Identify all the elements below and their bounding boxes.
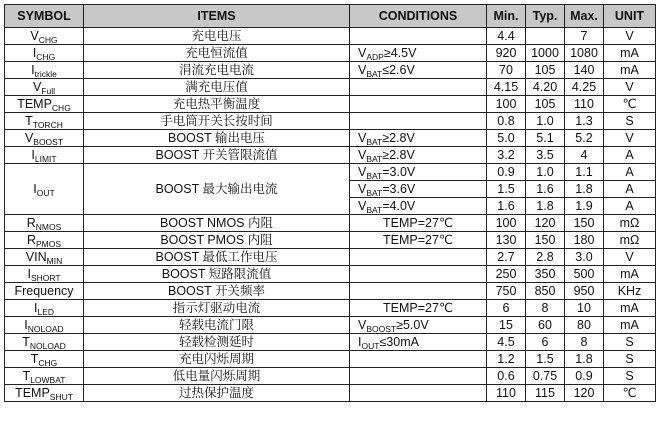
typ-cell: 8 [526,300,565,317]
min-cell: 750 [487,283,526,300]
symbol-main: I [31,148,35,162]
condition-cell [350,147,487,164]
typ-cell: 5.1 [526,130,565,147]
unit-cell: V [604,249,656,266]
symbol-cell [5,232,84,249]
min-cell: 15 [487,317,526,334]
typ-cell: 60 [526,317,565,334]
unit-cell: S [604,351,656,368]
item-cell: 过热保护温度 [84,385,350,402]
symbol-main: V [30,29,39,43]
condition-cell [350,198,487,215]
typ-cell: 1.6 [526,181,565,198]
item-cell: 充电热平衡温度 [84,96,350,113]
max-cell: 140 [565,62,604,79]
item-cell: 指示灯驱动电流 [84,300,350,317]
condition-cell [350,113,487,130]
condition-subscript: BAT [366,69,383,79]
min-cell: 2.7 [487,249,526,266]
unit-cell: mA [604,300,656,317]
max-cell: 5.2 [565,130,604,147]
table-row [5,215,656,232]
table-row [5,334,656,351]
typ-cell: 3.5 [526,147,565,164]
condition-subscript: BOOST [366,324,397,334]
min-cell: 5.0 [487,130,526,147]
max-cell: 4 [565,147,604,164]
symbol-cell [5,368,84,385]
table-row [5,385,656,402]
symbol-subscript: LED [37,307,55,317]
min-cell: 70 [487,62,526,79]
item-cell: BOOST 开关管限流值 [84,147,350,164]
symbol-cell [5,45,84,62]
table-row [5,96,656,113]
unit-cell: mA [604,62,656,79]
min-cell: 1.6 [487,198,526,215]
symbol-main: TEMP [15,386,50,400]
condition-main: TEMP=27℃ [383,216,453,230]
symbol-main: R [26,216,36,230]
condition-cell [350,249,487,266]
min-cell: 0.6 [487,368,526,385]
condition-cell [350,351,487,368]
unit-cell: ℃ [604,96,656,113]
table-row [5,62,656,79]
header-unit: UNIT [604,5,656,28]
max-cell: 120 [565,385,604,402]
condition-cell [350,232,487,249]
min-cell: 4.5 [487,334,526,351]
max-cell: 80 [565,317,604,334]
min-cell: 6 [487,300,526,317]
symbol-subscript: BOOST [33,137,64,147]
symbol-subscript: OUT [36,188,55,198]
symbol-subscript: NMOS [35,222,62,232]
condition-tail: ≥4.5V [383,46,417,60]
condition-subscript: BAT [366,171,383,181]
symbol-subscript: Full [41,86,56,96]
typ-cell: 2.8 [526,249,565,266]
min-cell: 0.9 [487,164,526,181]
symbol-subscript: CHG [38,35,58,45]
symbol-main: T [30,352,39,366]
item-cell: 轻载检测延时 [84,334,350,351]
symbol-main: T [25,114,33,128]
condition-cell [350,96,487,113]
symbol-cell [5,113,84,130]
symbol-subscript: LIMIT [34,154,57,164]
typ-cell: 1.0 [526,113,565,130]
header-row [5,5,656,28]
item-cell: 低电量闪烁周期 [84,368,350,385]
table-row [5,283,656,300]
symbol-cell [5,147,84,164]
symbol-subscript: CHG [36,52,56,62]
header-symbol: SYMBOL [5,5,84,28]
condition-main: V [358,46,367,60]
table-row [5,317,656,334]
condition-cell [350,368,487,385]
max-cell: 1.8 [565,351,604,368]
table-row [5,232,656,249]
symbol-main: Frequency [14,284,74,298]
unit-cell: mA [604,317,656,334]
unit-cell: S [604,113,656,130]
min-cell: 4.4 [487,28,526,45]
condition-cell [350,385,487,402]
condition-tail: ≤2.6V [382,63,415,77]
symbol-subscript: LOWBAT [30,375,66,385]
condition-cell [350,215,487,232]
symbol-cell [5,28,84,45]
condition-cell [350,62,487,79]
item-cell: BOOST 最低工作电压 [84,249,350,266]
table-body [5,28,656,402]
max-cell: 110 [565,96,604,113]
header-conditions: CONDITIONS [350,5,487,28]
condition-cell [350,283,487,300]
header-max: Max. [565,5,604,28]
symbol-cell [5,300,84,317]
table-row [5,266,656,283]
symbol-main: I [33,182,37,196]
max-cell: 1080 [565,45,604,62]
condition-cell [350,300,487,317]
typ-cell: 150 [526,232,565,249]
symbol-main: T [22,369,31,383]
condition-main: V [358,182,367,196]
header-typ: Typ. [526,5,565,28]
min-cell: 0.8 [487,113,526,130]
condition-tail: ≥2.8V [382,148,415,162]
typ-cell: 350 [526,266,565,283]
condition-cell [350,79,487,96]
typ-cell: 850 [526,283,565,300]
item-cell: BOOST 开关频率 [84,283,350,300]
symbol-main: TEMP [17,97,52,111]
unit-cell: S [604,334,656,351]
symbol-subscript: PMOS [36,239,62,249]
max-cell: 500 [565,266,604,283]
max-cell: 7 [565,28,604,45]
typ-cell: 105 [526,96,565,113]
unit-cell: mA [604,45,656,62]
typ-cell: 1000 [526,45,565,62]
typ-cell: 115 [526,385,565,402]
symbol-cell [5,215,84,232]
typ-cell: 0.75 [526,368,565,385]
item-cell: BOOST PMOS 内阻 [84,232,350,249]
symbol-subscript: SHUT [49,392,73,402]
min-cell: 250 [487,266,526,283]
symbol-main: VIN [25,250,47,264]
symbol-subscript: CHG [38,358,58,368]
symbol-main: V [24,131,34,145]
min-cell: 100 [487,96,526,113]
symbol-main: R [26,233,36,247]
symbol-main: I [31,63,35,77]
table-row [5,147,656,164]
unit-cell: mA [604,266,656,283]
condition-subscript: BAT [366,205,383,215]
symbol-subscript: trickle [34,69,57,79]
condition-main: V [358,63,367,77]
min-cell: 920 [487,45,526,62]
unit-cell: mΩ [604,232,656,249]
typ-cell: 6 [526,334,565,351]
symbol-cell [5,130,84,147]
table-row [5,351,656,368]
unit-cell: S [604,368,656,385]
condition-cell [350,130,487,147]
unit-cell: ℃ [604,385,656,402]
min-cell: 1.2 [487,351,526,368]
table-row [5,368,656,385]
typ-cell: 105 [526,62,565,79]
item-cell: 涓流充电电流 [84,62,350,79]
max-cell: 1.1 [565,164,604,181]
unit-cell: KHz [604,283,656,300]
table-row [5,79,656,96]
max-cell: 180 [565,232,604,249]
symbol-cell [5,62,84,79]
unit-cell: V [604,79,656,96]
typ-cell: 120 [526,215,565,232]
unit-cell: A [604,147,656,164]
max-cell: 3.0 [565,249,604,266]
item-cell: 轻载电流门限 [84,317,350,334]
table-row [5,45,656,62]
item-cell: BOOST 短路限流值 [84,266,350,283]
symbol-subscript: CHG [51,103,71,113]
max-cell: 950 [565,283,604,300]
condition-main: TEMP=27℃ [383,233,453,247]
symbol-main: I [24,318,28,332]
symbol-main: I [33,301,38,315]
symbol-cell [5,283,84,300]
item-cell: BOOST 最大输出电流 [84,164,350,215]
max-cell: 1.3 [565,113,604,130]
table-row [5,113,656,130]
symbol-cell [5,249,84,266]
condition-tail: =4.0V [382,199,416,213]
condition-subscript: BAT [366,188,383,198]
symbol-cell [5,164,84,215]
unit-cell: V [604,28,656,45]
electrical-characteristics-table [4,4,656,402]
symbol-subscript: SHORT [30,273,61,283]
symbol-main: T [22,335,30,349]
condition-cell [350,45,487,62]
item-cell: 充电闪烁周期 [84,351,350,368]
max-cell: 4.25 [565,79,604,96]
min-cell: 1.5 [487,181,526,198]
item-cell: BOOST NMOS 内阻 [84,215,350,232]
max-cell: 150 [565,215,604,232]
condition-main: V [358,131,367,145]
condition-subscript: OUT [361,341,380,351]
symbol-subscript: NOLOAD [27,324,64,334]
symbol-main: V [32,80,42,94]
table-row [5,164,656,181]
header-min: Min. [487,5,526,28]
max-cell: 1.8 [565,181,604,198]
table-row [5,28,656,45]
condition-subscript: BAT [366,154,383,164]
symbol-cell [5,266,84,283]
max-cell: 10 [565,300,604,317]
condition-cell [350,334,487,351]
item-cell: 充电电压 [84,28,350,45]
condition-main: TEMP=27℃ [383,301,453,315]
condition-tail: ≤30mA [379,335,419,349]
unit-cell: A [604,164,656,181]
condition-cell [350,317,487,334]
item-cell: BOOST 输出电压 [84,130,350,147]
condition-main: V [358,199,367,213]
symbol-cell [5,96,84,113]
min-cell: 3.2 [487,147,526,164]
condition-tail: =3.6V [382,182,416,196]
unit-cell: V [604,130,656,147]
typ-cell [526,28,565,45]
min-cell: 110 [487,385,526,402]
symbol-subscript: MIN [46,256,63,266]
symbol-main: I [27,267,31,281]
unit-cell: mΩ [604,215,656,232]
min-cell: 100 [487,215,526,232]
symbol-cell [5,79,84,96]
condition-cell [350,28,487,45]
condition-cell [350,181,487,198]
min-cell: 4.15 [487,79,526,96]
condition-cell [350,164,487,181]
symbol-cell [5,351,84,368]
condition-tail: ≥2.8V [382,131,415,145]
symbol-main: I [32,46,37,60]
typ-cell: 1.5 [526,351,565,368]
header-items: ITEMS [84,5,350,28]
condition-main: V [358,148,367,162]
item-cell: 满充电压值 [84,79,350,96]
symbol-subscript: NOLOAD [29,341,66,351]
table-row [5,130,656,147]
item-cell: 充电恒流值 [84,45,350,62]
max-cell: 8 [565,334,604,351]
symbol-cell [5,317,84,334]
typ-cell: 1.0 [526,164,565,181]
condition-main: V [358,165,367,179]
condition-subscript: ADP [366,52,384,62]
min-cell: 130 [487,232,526,249]
max-cell: 1.9 [565,198,604,215]
condition-tail: ≥5.0V [396,318,429,332]
condition-main: I [358,335,362,349]
condition-tail: =3.0V [382,165,416,179]
symbol-subscript: TORCH [32,120,63,130]
condition-main: V [358,318,367,332]
max-cell: 0.9 [565,368,604,385]
typ-cell: 1.8 [526,198,565,215]
symbol-cell [5,385,84,402]
symbol-cell [5,334,84,351]
unit-cell: A [604,198,656,215]
condition-cell [350,266,487,283]
item-cell: 手电筒开关长按时间 [84,113,350,130]
table-row [5,249,656,266]
typ-cell: 4.20 [526,79,565,96]
condition-subscript: BAT [366,137,383,147]
unit-cell: A [604,181,656,198]
table-row [5,300,656,317]
